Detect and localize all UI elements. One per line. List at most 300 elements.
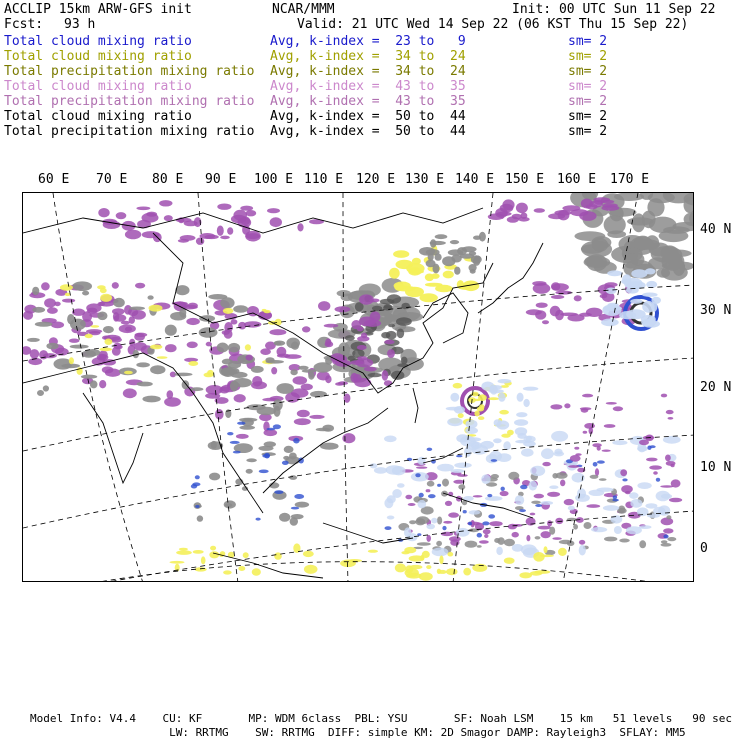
field-blob xyxy=(453,480,464,484)
field-blob xyxy=(454,406,465,414)
field-blob xyxy=(274,406,281,417)
field-blob xyxy=(503,441,511,450)
field-blob xyxy=(150,345,162,350)
field-blob xyxy=(395,563,406,572)
field-blob xyxy=(165,344,177,352)
field-blob xyxy=(591,527,607,532)
field-blob xyxy=(100,294,112,302)
field-blob xyxy=(195,505,199,508)
field-blob xyxy=(228,343,240,353)
field-blob xyxy=(357,345,367,350)
lat-label: 0 xyxy=(700,541,708,556)
field-blob xyxy=(524,436,536,443)
field-blob xyxy=(574,447,579,450)
field-blob xyxy=(43,385,49,391)
field-blob xyxy=(416,466,427,468)
field-blob xyxy=(224,329,233,339)
field-blob xyxy=(271,367,277,374)
field-blob xyxy=(273,424,281,429)
field-blob xyxy=(469,510,481,514)
field-blob xyxy=(497,453,512,462)
field-blob xyxy=(526,535,530,541)
field-blob xyxy=(252,568,261,575)
field-blob xyxy=(199,315,215,322)
field-blob xyxy=(593,462,598,467)
field-blob xyxy=(435,234,448,239)
field-blob xyxy=(415,473,420,477)
field-blob xyxy=(590,475,599,479)
field-blob xyxy=(136,362,150,367)
field-blob xyxy=(246,458,257,462)
field-blob xyxy=(454,463,472,469)
field-blob xyxy=(549,485,558,489)
coastline xyxy=(413,388,418,423)
field-blob xyxy=(447,552,453,557)
field-blob xyxy=(103,326,114,333)
field-blob xyxy=(571,209,589,216)
field-blob xyxy=(146,212,157,217)
map-panel xyxy=(22,192,694,582)
field-blob xyxy=(663,528,673,533)
field-blob xyxy=(342,433,355,443)
field-blob xyxy=(264,441,276,447)
field-blob xyxy=(409,520,416,524)
field-blob xyxy=(496,420,509,429)
field-blob xyxy=(47,307,58,314)
longitude-line xyxy=(53,193,143,582)
field-blob xyxy=(521,544,537,555)
field-blob xyxy=(599,478,607,481)
field-blob xyxy=(661,540,668,543)
field-blob xyxy=(622,478,627,481)
field-blob xyxy=(282,461,289,465)
field-blob xyxy=(227,432,233,435)
field-blob xyxy=(82,350,96,358)
field-blob xyxy=(426,489,431,492)
field-blob xyxy=(289,475,297,480)
field-blob xyxy=(386,331,397,340)
legend-sm: sm= 2 xyxy=(568,49,608,64)
field-blob xyxy=(663,436,681,444)
lon-label: 90 E xyxy=(205,172,237,187)
field-blob xyxy=(592,443,601,447)
field-blob xyxy=(477,533,482,538)
field-blob xyxy=(401,303,410,310)
field-blob xyxy=(584,522,592,529)
valid-time: Valid: 21 UTC Wed 14 Sep 22 (06 KST Thu 15 Sep 22) xyxy=(297,17,689,32)
field-blob xyxy=(129,307,145,311)
field-blob xyxy=(223,570,232,574)
field-blob xyxy=(653,471,658,475)
field-blob xyxy=(458,484,465,489)
field-blob xyxy=(67,314,75,324)
field-blob xyxy=(456,455,462,457)
field-blob xyxy=(121,321,130,325)
field-blob xyxy=(223,308,234,314)
org-label: NCAR/MMM xyxy=(272,2,335,17)
field-blob xyxy=(412,258,421,265)
field-blob xyxy=(530,571,542,576)
field-blob xyxy=(46,343,58,350)
field-blob xyxy=(446,568,457,575)
field-blob xyxy=(195,567,207,571)
field-blob xyxy=(575,494,590,502)
field-blob xyxy=(463,510,467,513)
field-blob xyxy=(613,406,623,411)
field-blob xyxy=(668,417,674,420)
field-blob xyxy=(386,465,403,474)
field-blob xyxy=(82,291,89,296)
field-blob xyxy=(61,364,80,369)
field-blob xyxy=(560,480,565,487)
lon-label: 100 E xyxy=(254,172,294,187)
field-blob xyxy=(170,561,185,564)
fcst-value: 93 h xyxy=(64,17,96,32)
field-blob xyxy=(604,424,616,428)
coastline xyxy=(478,243,543,313)
field-blob xyxy=(658,505,670,515)
field-blob xyxy=(270,217,282,227)
field-blob xyxy=(335,306,351,312)
field-blob xyxy=(534,208,545,213)
field-blob xyxy=(523,387,539,391)
fcst-label: Fcst: xyxy=(4,17,44,32)
field-blob xyxy=(32,307,45,313)
field-blob xyxy=(60,284,73,290)
field-blob xyxy=(426,524,435,530)
field-blob xyxy=(541,501,554,505)
field-blob xyxy=(236,434,249,439)
field-blob xyxy=(62,299,75,303)
field-blob xyxy=(187,342,198,349)
field-blob xyxy=(489,521,502,526)
field-blob xyxy=(124,305,132,315)
field-blob xyxy=(649,465,662,469)
field-blob xyxy=(442,526,446,530)
field-blob xyxy=(338,381,348,385)
field-blob xyxy=(290,369,297,375)
lon-label: 120 E xyxy=(356,172,396,187)
lon-label: 170 E xyxy=(610,172,650,187)
field-blob xyxy=(612,499,618,502)
field-blob xyxy=(419,493,424,498)
field-blob xyxy=(220,236,230,240)
field-blob xyxy=(149,305,163,312)
field-blob xyxy=(364,367,377,372)
field-blob xyxy=(477,545,482,548)
field-blob xyxy=(544,546,548,553)
field-blob xyxy=(472,564,487,572)
field-blob xyxy=(159,200,172,206)
field-blob xyxy=(41,282,50,290)
field-blob xyxy=(27,338,40,342)
field-blob xyxy=(541,448,554,459)
field-blob xyxy=(99,348,112,352)
field-blob xyxy=(637,482,651,489)
legend-sm: sm= 2 xyxy=(568,79,608,94)
field-blob xyxy=(165,325,177,336)
field-blob xyxy=(69,339,80,343)
field-blob xyxy=(209,473,220,481)
field-blob xyxy=(443,271,454,279)
field-blob xyxy=(316,428,331,432)
field-blob xyxy=(388,324,395,328)
field-blob xyxy=(182,380,190,389)
field-blob xyxy=(551,431,568,442)
field-blob xyxy=(485,496,503,501)
field-blob xyxy=(512,532,519,538)
field-blob xyxy=(483,529,491,534)
field-blob xyxy=(341,294,353,302)
field-blob xyxy=(395,286,415,292)
field-blob xyxy=(639,540,646,548)
field-blob xyxy=(648,257,667,269)
field-blob xyxy=(639,525,652,529)
field-blob xyxy=(354,378,371,387)
field-blob xyxy=(297,223,303,231)
field-blob xyxy=(619,539,630,543)
field-blob xyxy=(396,317,412,326)
field-blob xyxy=(97,312,107,321)
field-blob xyxy=(384,340,394,344)
field-blob xyxy=(497,537,504,545)
field-blob xyxy=(606,402,617,405)
field-blob xyxy=(251,366,264,373)
field-blob xyxy=(32,287,39,295)
field-blob xyxy=(251,381,267,389)
field-blob xyxy=(259,470,269,474)
field-blob xyxy=(325,338,331,346)
field-blob xyxy=(661,518,674,526)
field-blob xyxy=(614,526,622,534)
field-blob xyxy=(521,449,534,457)
field-blob xyxy=(449,536,461,541)
lat-label: 30 N xyxy=(700,303,732,318)
field-blob xyxy=(406,573,421,579)
field-blob xyxy=(99,380,106,388)
legend-name: Total cloud mixing ratio xyxy=(4,109,192,124)
field-blob xyxy=(673,259,685,276)
field-blob xyxy=(380,299,395,305)
legend-name: Total precipitation mixing ratio xyxy=(4,124,255,139)
field-blob xyxy=(540,555,554,558)
field-blob xyxy=(671,479,681,487)
field-blob xyxy=(417,542,431,546)
field-blob xyxy=(642,320,660,328)
field-blob xyxy=(197,515,203,521)
field-blob xyxy=(453,383,463,389)
field-blob xyxy=(51,322,64,329)
field-blob xyxy=(671,464,675,467)
field-blob xyxy=(661,543,672,547)
field-blob xyxy=(515,495,524,505)
field-blob xyxy=(410,270,424,274)
field-blob xyxy=(450,469,464,473)
field-blob xyxy=(466,420,478,429)
legend-avg: Avg, k-index = 50 to 44 xyxy=(270,109,466,124)
field-blob xyxy=(262,454,270,458)
field-blob xyxy=(195,475,200,479)
field-blob xyxy=(393,250,409,258)
field-blob xyxy=(632,239,660,250)
field-blob xyxy=(164,397,181,406)
field-blob xyxy=(508,472,519,480)
field-blob xyxy=(397,329,405,339)
field-blob xyxy=(148,295,154,299)
field-blob xyxy=(516,412,527,417)
field-blob xyxy=(550,404,562,409)
field-blob xyxy=(435,285,453,293)
field-blob xyxy=(493,438,502,443)
field-blob xyxy=(530,513,536,516)
field-blob xyxy=(266,360,284,364)
lat-label: 20 N xyxy=(700,380,732,395)
field-blob xyxy=(491,459,497,462)
field-blob xyxy=(535,536,541,539)
field-blob xyxy=(625,491,631,494)
legend-avg: Avg, k-index = 34 to 24 xyxy=(270,64,466,79)
field-blob xyxy=(112,282,119,289)
field-blob xyxy=(240,216,250,225)
field-blob xyxy=(626,309,646,319)
lon-label: 160 E xyxy=(557,172,597,187)
model-info-line2: LW: RRTMG SW: RRTMG DIFF: simple KM: 2D Smagor DAMP: Rayleigh3 SFLAY: MM5 xyxy=(30,726,686,739)
field-blob xyxy=(408,503,416,506)
field-blob xyxy=(606,288,617,295)
field-blob xyxy=(486,454,498,463)
field-blob xyxy=(471,445,488,455)
field-blob xyxy=(264,310,271,313)
field-blob xyxy=(204,373,214,378)
field-blob xyxy=(274,552,282,559)
lon-label: 70 E xyxy=(96,172,128,187)
field-blob xyxy=(474,411,479,417)
field-blob xyxy=(293,438,299,444)
field-blob xyxy=(656,478,660,482)
field-blob xyxy=(274,490,283,494)
field-blob xyxy=(387,349,395,358)
field-blob xyxy=(603,505,619,511)
field-blob xyxy=(465,427,478,434)
field-blob xyxy=(206,385,223,395)
field-blob xyxy=(448,512,459,517)
field-blob xyxy=(290,517,298,526)
field-blob xyxy=(473,236,481,240)
field-blob xyxy=(217,204,231,210)
field-blob xyxy=(478,416,484,420)
field-blob xyxy=(631,269,647,278)
field-blob xyxy=(667,537,676,541)
field-blob xyxy=(301,384,313,391)
field-blob xyxy=(666,410,674,414)
field-blob xyxy=(188,361,198,366)
field-blob xyxy=(507,216,519,222)
field-blob xyxy=(450,240,459,244)
field-blob xyxy=(416,516,429,524)
field-blob xyxy=(277,347,287,357)
field-blob xyxy=(564,403,570,408)
field-blob xyxy=(646,281,657,288)
field-blob xyxy=(556,472,568,479)
legend-sm: sm= 2 xyxy=(568,124,608,139)
field-blob xyxy=(584,423,595,429)
field-blob xyxy=(186,318,200,325)
model-info-line1: Model Info: V4.4 CU: KF MP: WDM 6class PBL: YSU SF: Noah LSM 15 km 51 levels 90 sec xyxy=(30,712,732,725)
field-blob xyxy=(435,253,442,260)
field-blob xyxy=(645,503,657,508)
field-blob xyxy=(124,371,133,375)
field-blob xyxy=(487,494,492,497)
field-blob xyxy=(164,215,173,221)
field-blob xyxy=(436,541,442,546)
lat-label: 40 N xyxy=(700,222,732,237)
field-blob xyxy=(297,410,310,418)
field-blob xyxy=(551,295,564,299)
field-blob xyxy=(583,431,588,434)
field-blob xyxy=(664,250,692,258)
field-blob xyxy=(447,418,463,426)
field-blob xyxy=(179,548,188,551)
field-blob xyxy=(257,407,276,415)
field-blob xyxy=(382,370,389,381)
field-blob xyxy=(233,378,252,387)
field-blob xyxy=(404,547,416,553)
field-blob xyxy=(420,293,438,302)
field-blob xyxy=(318,301,330,311)
field-blob xyxy=(604,537,617,542)
field-blob xyxy=(586,504,600,508)
field-blob xyxy=(531,501,541,504)
field-blob xyxy=(520,485,527,490)
field-blob xyxy=(427,448,433,451)
field-blob xyxy=(105,339,113,345)
field-blob xyxy=(119,324,136,333)
field-blob xyxy=(157,356,168,359)
field-blob xyxy=(368,373,382,377)
field-blob xyxy=(279,513,290,522)
field-blob xyxy=(593,197,610,202)
field-blob xyxy=(246,355,253,361)
field-blob xyxy=(601,319,619,327)
field-blob xyxy=(267,208,280,213)
field-blob xyxy=(227,227,233,235)
field-blob xyxy=(499,410,509,415)
coastline xyxy=(153,233,343,363)
field-blob xyxy=(269,329,286,335)
field-blob xyxy=(437,569,441,574)
field-blob xyxy=(450,393,459,402)
field-blob xyxy=(612,440,627,445)
field-blob xyxy=(132,310,146,320)
field-blob xyxy=(592,238,608,252)
field-blob xyxy=(44,298,56,307)
field-blob xyxy=(237,422,245,425)
field-blob xyxy=(409,565,422,569)
field-blob xyxy=(368,550,378,553)
field-blob xyxy=(217,226,224,236)
field-blob xyxy=(437,484,441,487)
field-blob xyxy=(526,309,542,315)
field-blob xyxy=(551,283,569,291)
field-blob xyxy=(302,369,317,373)
field-blob xyxy=(549,527,555,535)
field-blob xyxy=(35,322,53,327)
field-blob xyxy=(324,324,339,328)
field-blob xyxy=(553,451,564,456)
field-blob xyxy=(431,518,437,524)
field-blob xyxy=(541,531,551,538)
field-blob xyxy=(629,492,638,499)
